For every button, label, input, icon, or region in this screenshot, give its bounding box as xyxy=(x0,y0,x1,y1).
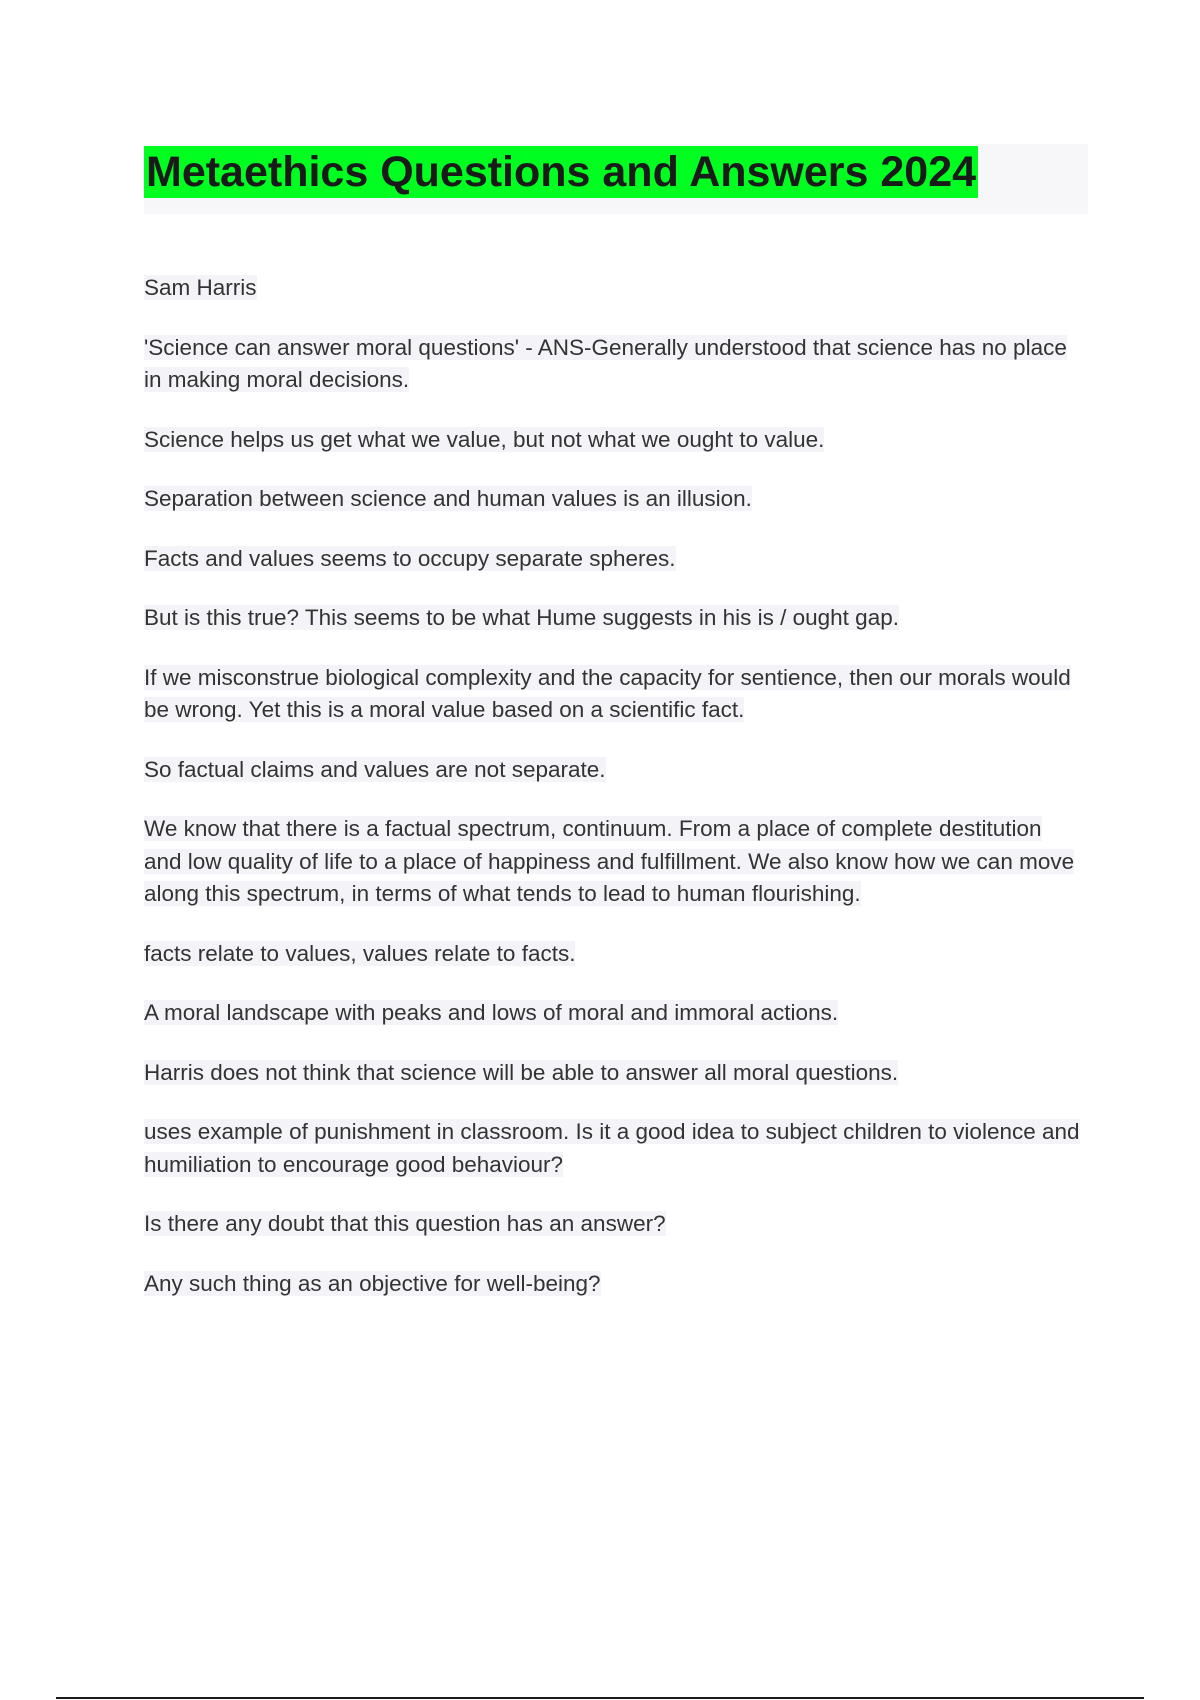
paragraph-text: We know that there is a factual spectrum, continuum. From a place of complete destitution and low quality of life to a place of happiness and fulfillment. We also know how we can move along this spectrum, in terms of what tends to lead to human flourishing. xyxy=(144,816,1075,906)
paragraph-text: Science helps us get what we value, but not what we ought to value. xyxy=(144,426,825,452)
title-block xyxy=(144,144,1088,214)
document-body xyxy=(144,272,1084,1327)
paragraph xyxy=(144,1208,1084,1241)
paragraph-text: uses example of punishment in classroom. Is it a good idea to subject children to violence and humiliation to encourage good behaviour? xyxy=(144,1119,1080,1177)
paragraph-text: Harris does not think that science will be able to answer all moral questions. xyxy=(144,1059,899,1085)
paragraph-text: Any such thing as an objective for well-being? xyxy=(144,1270,601,1296)
paragraph xyxy=(144,662,1084,727)
paragraph-text: 'Science can answer moral questions' - ANS-Generally understood that science has no place in making moral decisions. xyxy=(144,334,1067,392)
paragraph-text: Separation between science and human values is an illusion. xyxy=(144,486,752,511)
paragraph xyxy=(144,543,1084,576)
paragraph-text: But is this true? This seems to be what Hume suggests in his is / ought gap. xyxy=(144,605,899,630)
paragraph xyxy=(144,813,1084,911)
paragraph xyxy=(144,997,1084,1030)
paragraph-text: facts relate to values, values relate to facts. xyxy=(144,940,576,966)
paragraph-text: Sam Harris xyxy=(144,275,257,300)
paragraph-text: If we misconstrue biological complexity and the capacity for sentience, then our morals would be wrong. Yet this is a moral value based on a scientific fact. xyxy=(144,664,1071,722)
paragraph xyxy=(144,1057,1084,1090)
paragraph xyxy=(144,483,1084,516)
paragraph-text: Is there any doubt that this question has an answer? xyxy=(144,1211,666,1236)
paragraph-text: Facts and values seems to occupy separate spheres. xyxy=(144,545,676,571)
paragraph xyxy=(144,1116,1084,1181)
paragraph xyxy=(144,602,1084,635)
paragraph xyxy=(144,754,1084,787)
page-bottom-divider xyxy=(56,1697,1144,1699)
paragraph xyxy=(144,424,1084,457)
paragraph-text: A moral landscape with peaks and lows of moral and immoral actions. xyxy=(144,1000,839,1025)
paragraph xyxy=(144,938,1084,971)
document-title: Metaethics Questions and Answers 2024 xyxy=(146,148,977,196)
paragraph xyxy=(144,332,1084,397)
paragraph xyxy=(144,1268,1084,1301)
paragraph-text: So factual claims and values are not separate. xyxy=(144,756,606,782)
paragraph xyxy=(144,272,1084,305)
